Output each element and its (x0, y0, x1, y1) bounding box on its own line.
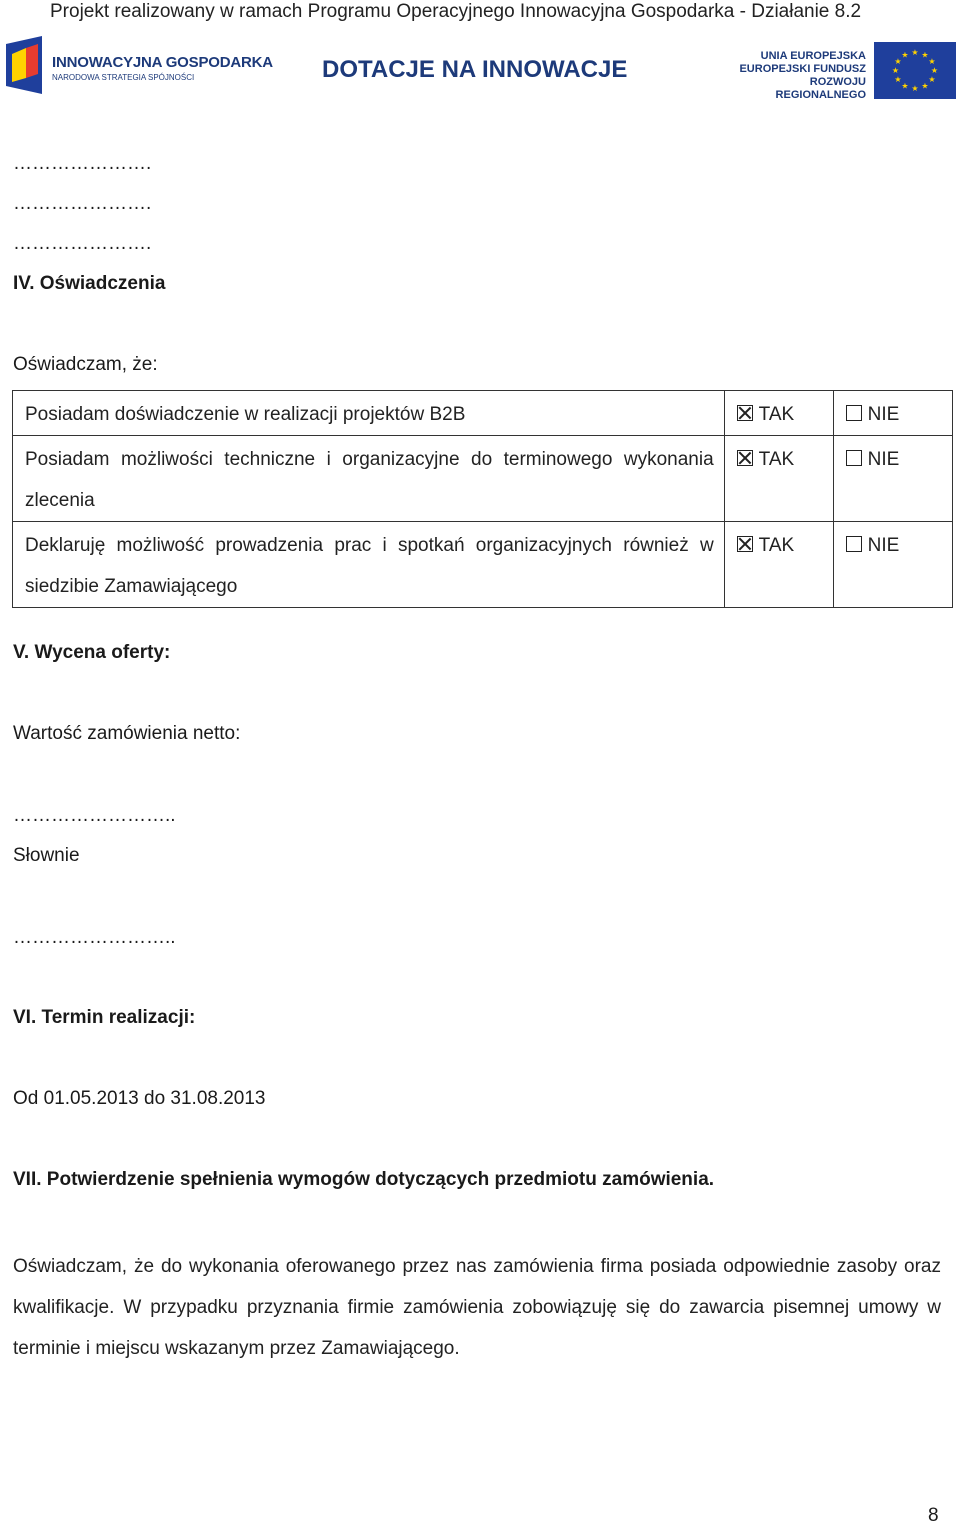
in-words-field[interactable]: …………………….. (13, 927, 176, 948)
tak-label: TAK (758, 404, 795, 425)
dots-line: …………………. (13, 193, 152, 214)
tak-option[interactable] (724, 391, 833, 436)
declaration-text: Posiadam doświadczenie w realizacji projektów B2B (13, 391, 725, 436)
checkbox-empty-icon[interactable] (846, 405, 862, 421)
nie-option[interactable] (833, 436, 952, 522)
program-header-line: Projekt realizowany w ramach Programu Operacyjnego Innowacyjna Gospodarka - Działanie 8.2 (50, 1, 862, 22)
svg-text:★: ★ (901, 81, 909, 91)
nie-option[interactable] (833, 522, 952, 608)
eu-logo (724, 40, 958, 102)
nie-label: NIE (867, 404, 900, 425)
table-row (13, 436, 953, 522)
tak-label: TAK (758, 535, 795, 556)
logo-left-subtitle: NARODOWA STRATEGIA SPÓJNOŚCI (52, 73, 195, 82)
realization-term: Od 01.05.2013 do 31.08.2013 (13, 1088, 266, 1109)
nie-option[interactable] (833, 391, 952, 436)
checkbox-empty-icon[interactable] (846, 450, 862, 466)
eu-flag-icon (874, 42, 956, 99)
checkbox-empty-icon[interactable] (846, 536, 862, 552)
svg-text:★: ★ (891, 66, 900, 75)
in-words-label: Słownie (13, 845, 80, 866)
nie-label: NIE (867, 535, 900, 556)
svg-text:★: ★ (901, 50, 909, 60)
nie-label: NIE (867, 449, 900, 470)
dots-line: …………………. (13, 153, 152, 174)
logo-left-title: INNOWACYJNA GOSPODARKA (52, 54, 273, 71)
declaration-text: Deklaruję możliwość prowadzenia prac i spotkań organizacyjnych również w siedzibie Zamawiającego (13, 522, 725, 608)
tak-option[interactable] (724, 522, 833, 608)
declaration-text: Posiadam możliwości techniczne i organizacyjne do terminowego wykonania zlecenia (13, 436, 725, 522)
ig-logo-mark-icon (4, 34, 46, 96)
svg-text:★: ★ (921, 50, 929, 60)
table-row (13, 522, 953, 608)
svg-text:★: ★ (928, 75, 936, 84)
page-number: 8 (928, 1505, 939, 1526)
svg-text:★: ★ (930, 66, 939, 75)
svg-text:★: ★ (911, 84, 919, 93)
declaration-intro: Oświadczam, że: (13, 354, 158, 375)
svg-text:★: ★ (894, 75, 902, 84)
confirmation-paragraph: Oświadczam, że do wykonania oferowanego przez nas zamówienia firma posiada odpowiednie zasoby oraz kwalifikacje. W przypadku przyznania firmie zamówienia zobowiązuję się do zawarcia pisemnej umowy w terminie i miejscu wskazanym przez Zamawiającego. (13, 1256, 941, 1359)
section-vi-title: VI. Termin realizacji: (13, 1007, 196, 1028)
tak-option[interactable] (724, 436, 833, 522)
section-iv-title: IV. Oświadczenia (13, 273, 166, 294)
checkbox-checked-icon[interactable] (737, 450, 753, 466)
dots-line: …………………. (13, 233, 152, 254)
net-value-label: Wartość zamówienia netto: (13, 723, 241, 744)
net-value-field[interactable]: …………………….. (13, 805, 176, 826)
checkbox-checked-icon[interactable] (737, 405, 753, 421)
innowacyjna-gospodarka-logo (4, 32, 274, 100)
table-row (13, 391, 953, 436)
eu-logo-line2: EUROPEJSKI FUNDUSZ (739, 63, 866, 75)
tak-label: TAK (758, 449, 795, 470)
center-title: DOTACJE NA INNOWACJE (322, 56, 628, 83)
svg-text:★: ★ (911, 48, 919, 57)
svg-text:★: ★ (928, 57, 936, 66)
eu-logo-line1: UNIA EUROPEJSKA (760, 50, 866, 62)
eu-logo-line3: ROZWOJU REGIONALNEGO (775, 76, 866, 101)
declarations-table (12, 390, 953, 608)
checkbox-checked-icon[interactable] (737, 536, 753, 552)
eu-logo-text (724, 50, 866, 102)
section-vii-title: VII. Potwierdzenie spełnienia wymogów dotyczących przedmiotu zamówienia. (13, 1169, 715, 1190)
section-v-title: V. Wycena oferty: (13, 642, 171, 663)
svg-text:★: ★ (921, 81, 929, 91)
svg-text:★: ★ (894, 57, 902, 66)
